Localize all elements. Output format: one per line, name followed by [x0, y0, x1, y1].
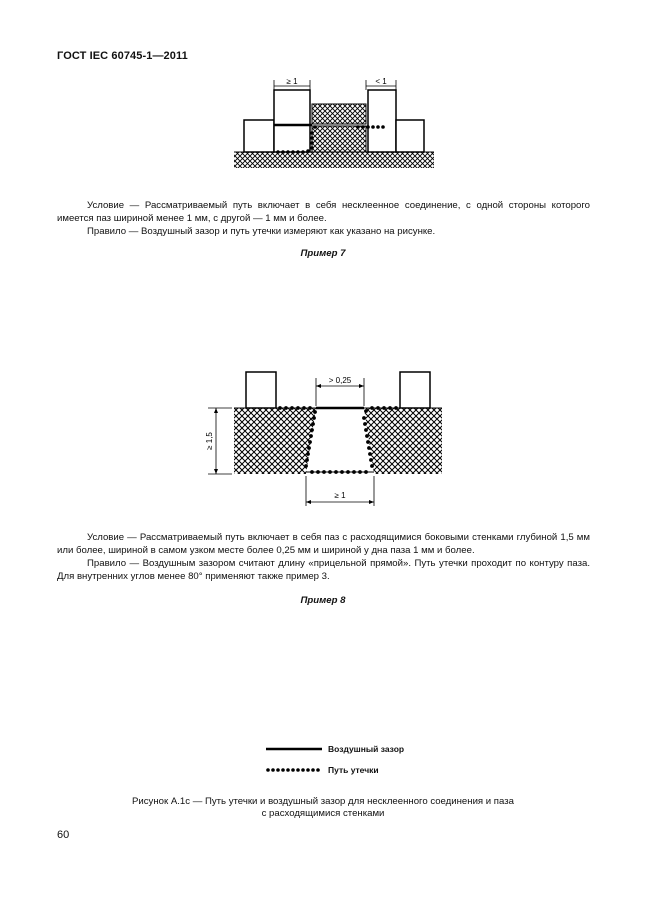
example8-condition-text: Условие — Рассматриваемый путь включает в себя паз с расходящимися боковыми стенками глубиной 1,5 мм или более, шириной в самом узком месте более 0,25 мм и шириной у дна паза 1 мм и более.: [57, 532, 590, 556]
example7-rule: [57, 225, 590, 238]
example8-dimension-top-label: > 0,25: [328, 376, 352, 385]
legend-clearance-label: Воздушный зазор: [328, 744, 405, 754]
example7-base: [234, 152, 434, 168]
example7-left-inner-block: [274, 90, 310, 152]
example8-rule: [57, 557, 590, 583]
example7-condition: [57, 199, 590, 225]
example7-right-outer-block: [396, 120, 424, 152]
example8-rule-text: Правило — Воздушным зазором считают длину «прицельной прямой». Путь утечки проходит по контуру паза. Для внутренних углов менее 80° применяют также пример 3.: [57, 558, 590, 582]
example7-dimension-left-label: ≥ 1: [286, 77, 298, 86]
example7-dimension-right-label: < 1: [375, 77, 387, 86]
example8-left-block: [246, 372, 276, 408]
example7-caption: Пример 7: [300, 248, 346, 259]
figure-caption-line2: с расходящимися стенками: [261, 808, 385, 819]
legend-creepage-label: Путь утечки: [328, 765, 379, 775]
example7-right-inner-block: [368, 90, 396, 152]
example8-condition: [57, 531, 590, 557]
figure-caption: [0, 796, 646, 820]
example8-dimension-depth-label: ≥ 1,5: [205, 432, 214, 450]
legend-creepage-dots: [266, 766, 322, 774]
example8-right-block: [400, 372, 430, 408]
example8-dimension-bottom-label: ≥ 1: [334, 491, 346, 500]
document-header: ГОСТ IEC 60745-1—2011: [57, 50, 188, 62]
legend-clearance-line: [266, 745, 322, 753]
example8-base-left: [234, 408, 316, 474]
figure-caption-line1: Рисунок А.1с — Путь утечки и воздушный зазор для несклеенного соединения и паза: [132, 796, 514, 807]
example7-rule-text: Правило — Воздушный зазор и путь утечки измеряют как указано на рисунке.: [87, 226, 436, 237]
example8-figure: [200, 368, 450, 512]
example7-middle-lower-block: [312, 126, 366, 152]
example8-caption: Пример 8: [300, 595, 346, 606]
example7-left-outer-block: [244, 120, 274, 152]
example7-figure: [230, 76, 440, 172]
page-number: 60: [57, 829, 70, 841]
example7-condition-text: Условие — Рассматриваемый путь включает в себя несклеенное соединение, с одной стороны которого имеется паз шириной менее 1 мм, с другой — 1 мм и более.: [57, 200, 590, 224]
example8-base-right: [364, 408, 442, 474]
example7-middle-upper-block: [312, 104, 366, 124]
